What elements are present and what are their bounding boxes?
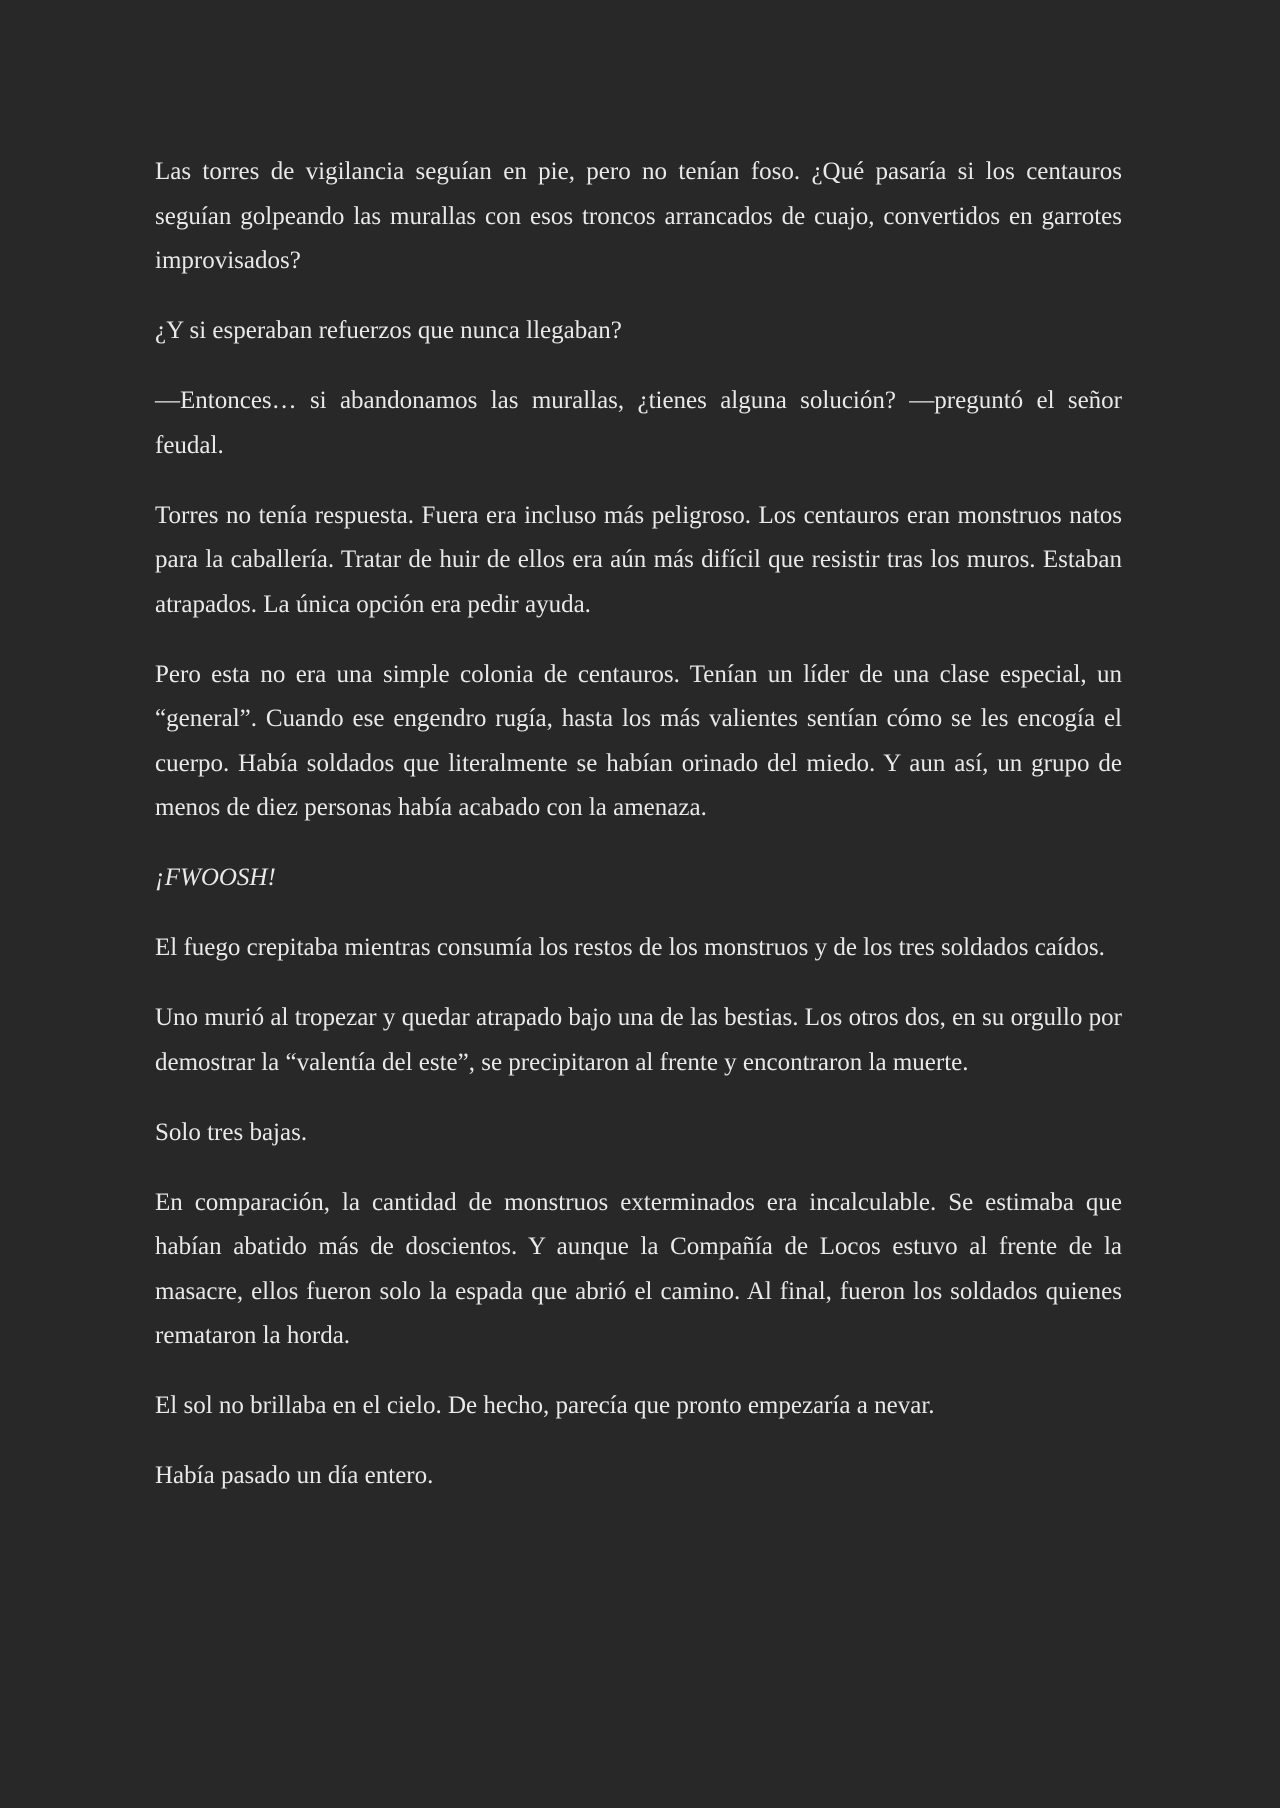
paragraph-9: Solo tres bajas. (155, 1118, 308, 1146)
paragraph-4: Torres no tenía respuesta. Fuera era incluso más peligroso. Los centauros eran monstruos natos para la caballería. Tratar de huir de ellos era aún más difícil que resistir tras los muros. Estaban atrapados. La única opción era pedir ayuda. (155, 501, 1122, 618)
paragraph-10: En comparación, la cantidad de monstruos exterminados era incalculable. Se estimaba que habían abatido más de doscientos. Y aunque la Compañía de Locos estuvo al frente de la masacre, ellos fueron solo la espada que abrió el camino. Al final, fueron los soldados quienes remataron la horda. (155, 1188, 1122, 1349)
paragraph-11: El sol no brillaba en el cielo. De hecho, parecía que pronto empezaría a nevar. (155, 1392, 935, 1419)
paragraph-6-sound-effect: ¡FWOOSH! (155, 864, 276, 891)
paragraph-8: Uno murió al tropezar y quedar atrapado bajo una de las bestias. Los otros dos, en su orgullo por demostrar la “valentía del este”, se precipitaron al frente y encontraron la muerte. (155, 1004, 1122, 1076)
paragraph-1: Las torres de vigilancia seguían en pie, pero no tenían foso. ¿Qué pasaría si los centauros seguían golpeando las murallas con esos troncos arrancados de cuajo, convertidos en garrotes improvisados? (155, 158, 1122, 274)
paragraph-7: El fuego crepitaba mientras consumía los restos de los monstruos y de los tres soldados caídos. (155, 934, 1105, 961)
paragraph-2: ¿Y si esperaban refuerzos que nunca llegaban? (155, 317, 622, 344)
paragraph-5: Pero esta no era una simple colonia de centauros. Tenían un líder de una clase especial, un “general”. Cuando ese engendro rugía, hasta los más valientes sentían cómo se les encogía el cuerpo. Había soldados que literalmente se habían orinado del miedo. Y aun así, un grupo de menos de diez personas había acabado con la amenaza. (155, 660, 1122, 821)
paragraph-12: Había pasado un día entero. (155, 1462, 434, 1489)
paragraph-3: —Entonces… si abandonamos las murallas, ¿tienes alguna solución? —preguntó el señor feudal. (155, 387, 1122, 459)
reader-page (155, 150, 1122, 1524)
